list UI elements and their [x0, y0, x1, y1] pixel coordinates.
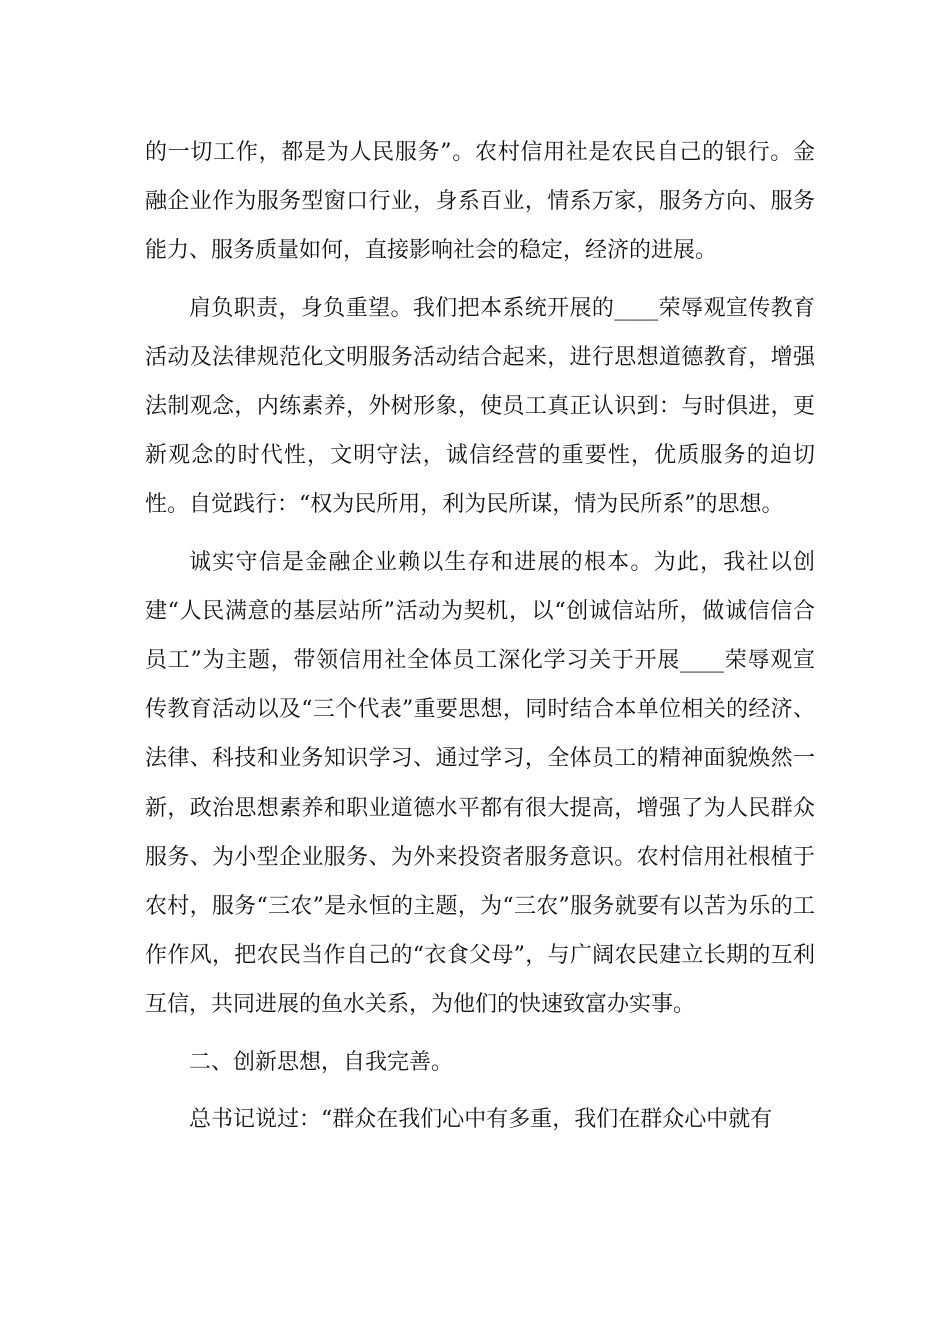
section-heading: 二、创新思想，自我完善。	[189, 1049, 454, 1075]
paragraph-5: 总书记说过：“群众在我们心中有多重，我们在群众心中就有	[189, 1106, 773, 1132]
paragraph-1: 的一切工作，都是为人民服务”。农村信用社是农民自己的银行。金融企业作为服务型窗口行业，身系百业，情系万家，服务方向、服务能力、服务质量如何，直接影响社会的稳定，经济的进展。	[145, 140, 815, 264]
paragraph-3: 诚实守信是金融企业赖以生存和进展的根本。为此，我社以创建“人民满意的基层站所”活动为契机，以“创诚信站所，做诚信信合员工”为主题，带领信用社全体员工深化学习关于开展____荣辱观宣传教育活动以及“三个代表”重要思想，同时结合本单位相关的经济、法律、科技和业务知识学习、通过学习，全体员工的精神面貌焕然一新，政治思想素养和职业道德水平都有很大提高，增强了为人民群众服务、为小型企业服务、为外来投资者服务意识。农村信用社根植于农村，服务“三农”是永恒的主题，为“三农”服务就要有以苦为乐的工作作风，把农民当作自己的“衣食父母”，与广阔农民建立长期的互利互信，共同进展的鱼水关系，为他们的快速致富办实事。	[145, 549, 815, 1018]
paragraph-2: 肩负职责，身负重望。我们把本系统开展的____荣辱观宣传教育活动及法律规范化文明服务活动结合起来，进行思想道德教育，增强法制观念，内练素养，外树形象，使员工真正认识到：与时俱进，更新观念的时代性，文明守法，诚信经营的重要性，优质服务的迫切性。自觉践行：“权为民所用，利为民所谋，情为民所系”的思想。	[145, 295, 815, 518]
body-text	[145, 128, 815, 1144]
